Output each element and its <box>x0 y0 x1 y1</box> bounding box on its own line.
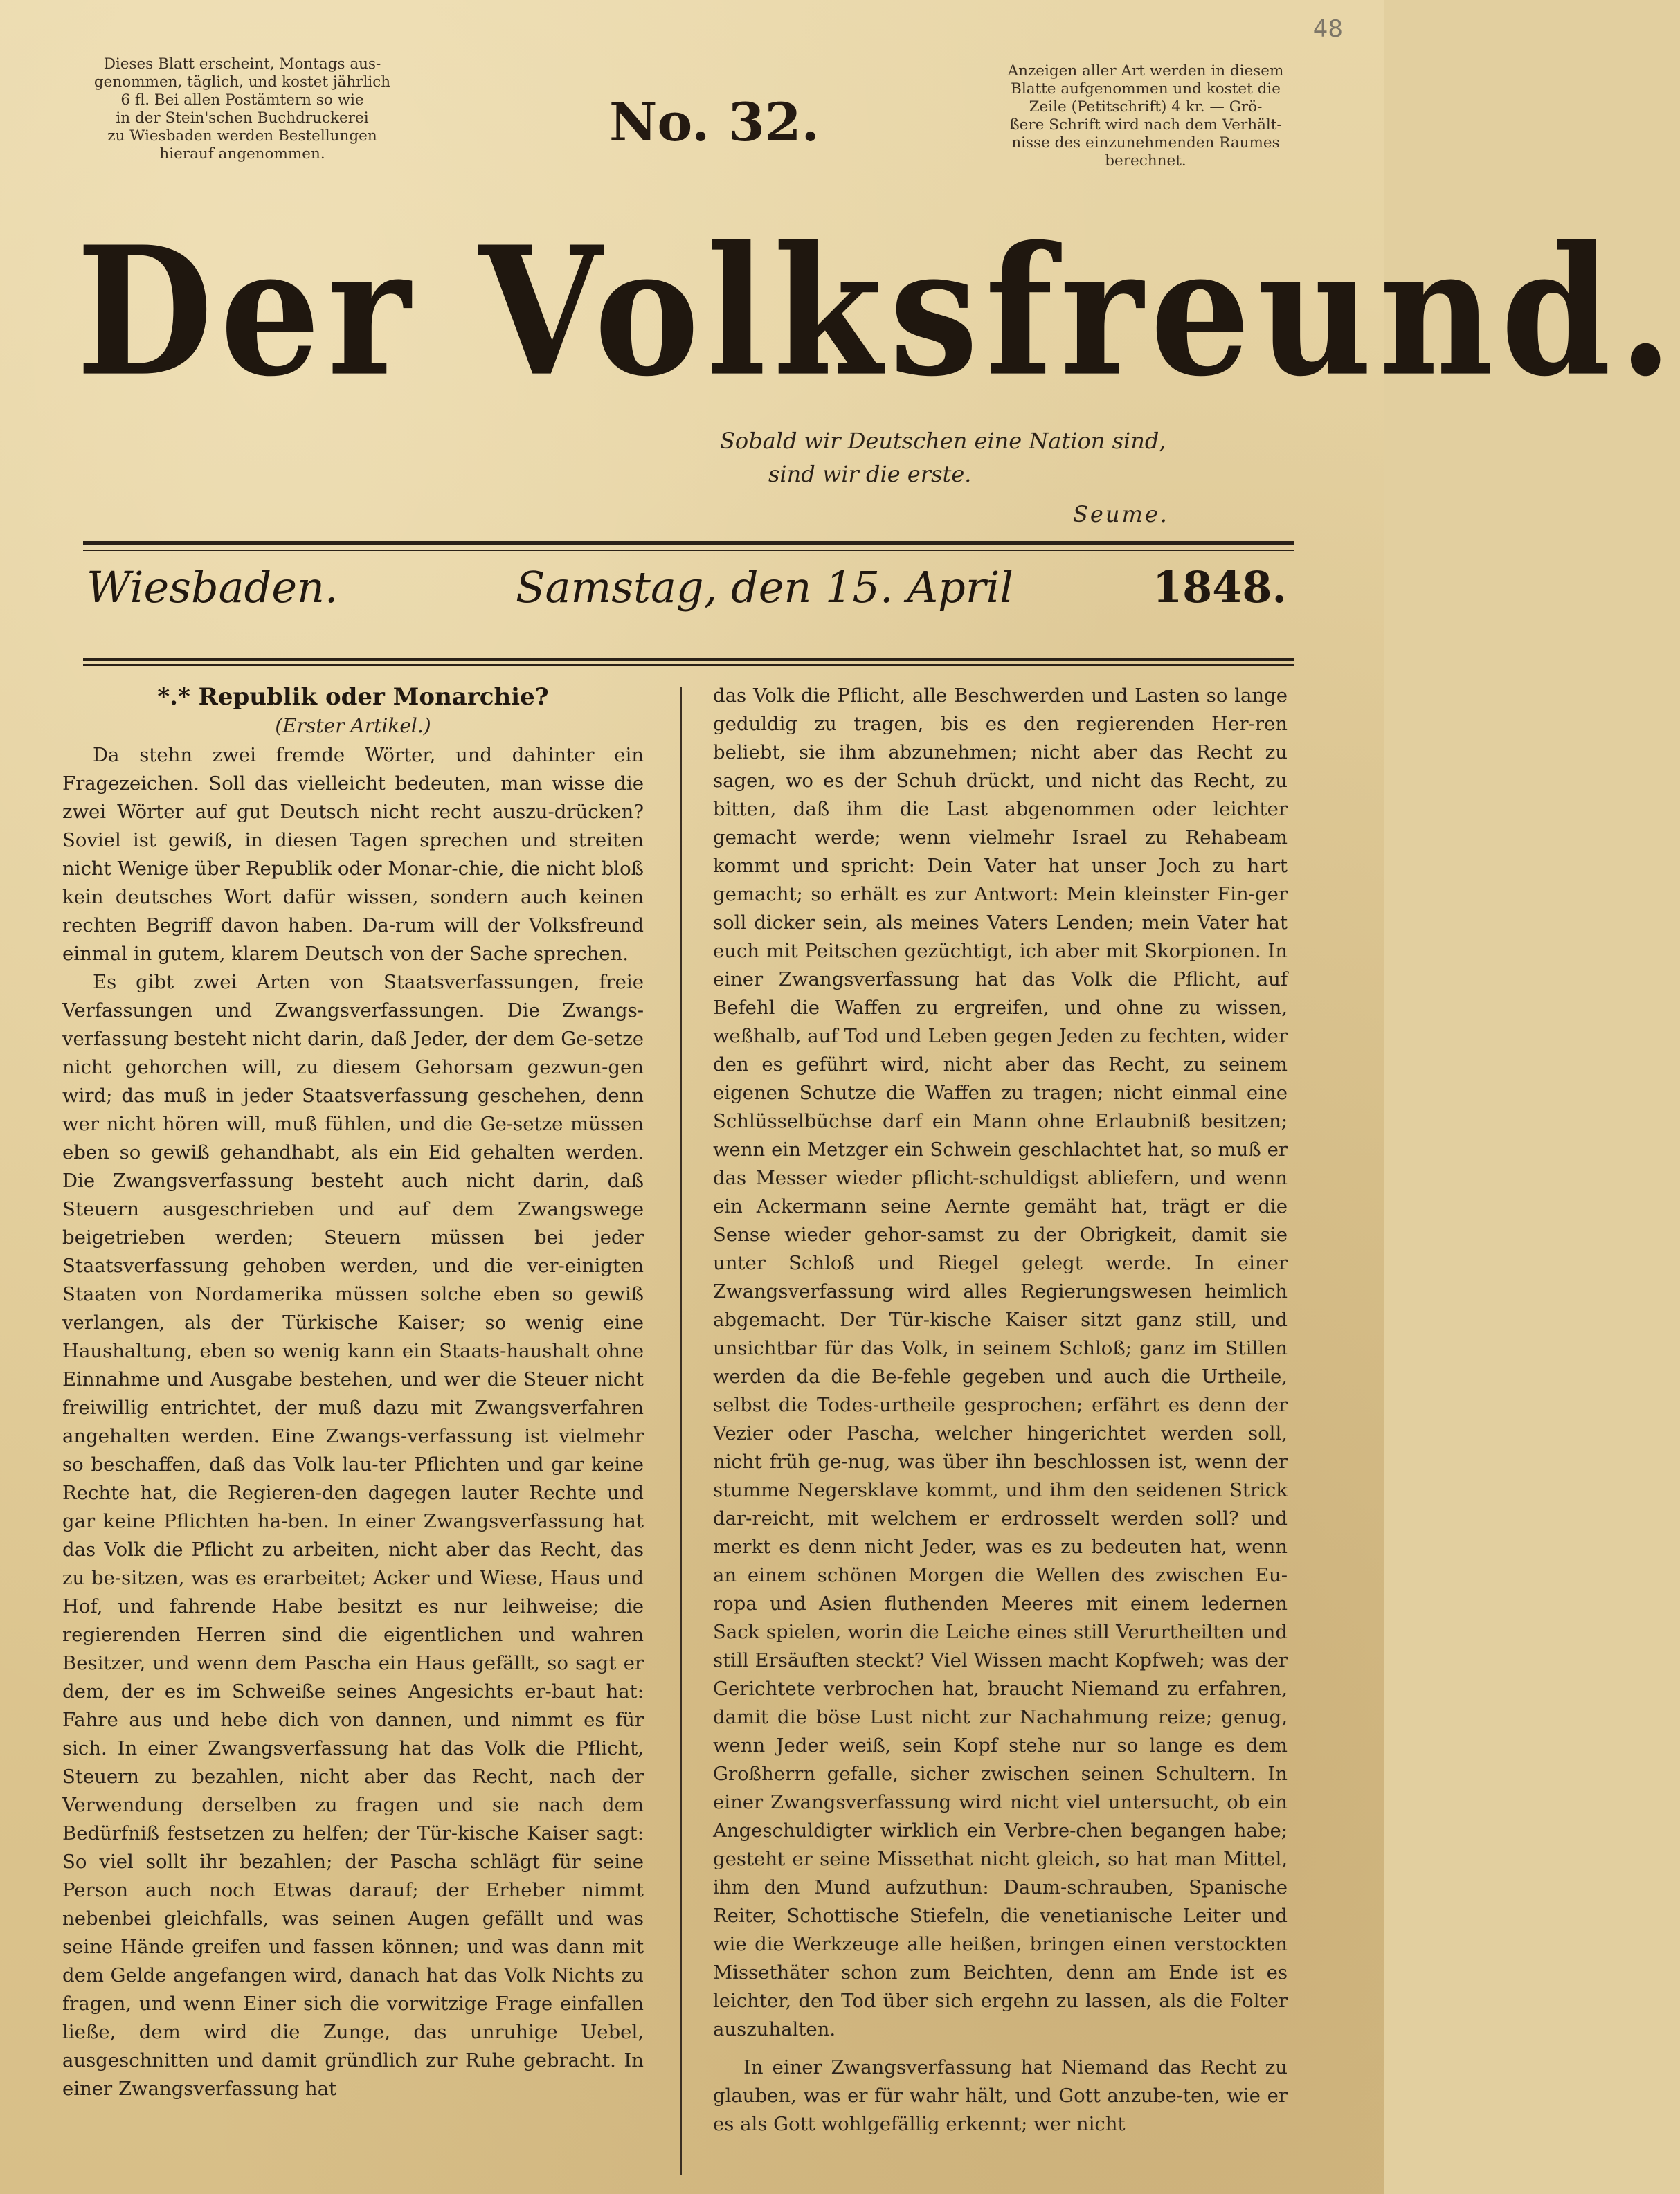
bottom-rule <box>83 658 1294 661</box>
article-column-right <box>713 682 1288 2139</box>
article-paragraph: Es gibt zwei Arten von Staatsverfassungen, freie Verfassungen und Zwangsverfassungen. Die Zwangs-verfassung besteht nicht darin, daß Jeder, der dem Ge-setze nicht gehorchen will, zu diesem Gehorsam gezwun-gen wird; das muß in jeder Staatsverfassung geschehen, denn wer nicht hören will, muß fühlen, und die Ge-setze müssen eben so gewiß gehandhabt, als ein Eid gehalten werden. Die Zwangsverfassung besteht auch nicht darin, daß Steuern ausgeschrieben und auf dem Zwangswege beigetrieben werden; Steuern müssen bei jeder Staatsverfassung gehoben werden, und die ver-einigten Staaten von Nordamerika müssen solche eben so gewiß verlangen, als der Türkische Kaiser; so wenig eine Haushaltung, eben so wenig kann ein Staats-haushalt ohne Einnahme und Ausgabe bestehen, und wer die Steuer nicht freiwillig entrichtet, der muß dazu mit Zwangsverfahren angehalten werden. Eine Zwangs-verfassung ist vielmehr so beschaffen, daß das Volk lau-ter Pflichten und gar keine Rechte hat, die Regieren-den dagegen lauter Rechte und gar keine Pflichten ha-ben. In einer Zwangsverfassung hat das Volk die Pflicht zu arbeiten, nicht aber das Recht, das zu be-sitzen, was es erarbeitet; Acker und Wiese, Haus und Hof, und fahrende Habe besitzt es nur leihweise; die regierenden Herren sind die eigentlichen und wahren Besitzer, und wenn dem Pascha ein Haus gefällt, so sagt er dem, der es im Schweiße seines Angesichts er-baut hat: Fahre aus und hebe dich von dannen, und nimmt es für sich. In einer Zwangsverfassung hat das Volk die Pflicht, Steuern zu bezahlen, nicht aber das Recht, nach der Verwendung derselben zu fragen und sie nach dem Bedürfniß festsetzen zu helfen; der Tür-kische Kaiser sagt: So viel sollt ihr bezahlen; der Pascha schlägt für seine Person auch noch Etwas darauf; der Erheber nimmt nebenbei gleichfalls, was seinen Augen gefällt und was seine Hände greifen und fassen können; und was dann mit dem Gelde angefangen wird, danach hat das Volk Nichts zu fragen, und wenn Einer sich die vorwitzige Frage einfallen ließe, dem wird die Zunge, das unruhige Uebel, ausgeschnitten und damit gründlich zur Ruhe gebracht. In einer Zwangsverfassung hat <box>62 971 644 2100</box>
article-paragraph: Da stehn zwei fremde Wörter, und dahinter ein Fragezeichen. Soll das vielleicht bedeuten, man wisse die zwei Wörter auf gut Deutsch nicht recht auszu-drücken? Soviel ist gewiß, in diesen Tagen sprechen und streiten nicht Wenige über Republik oder Monar-chie, die nicht bloß kein deutsches Wort dafür wissen, sondern auch keinen rechten Begriff davon haben. Da-rum will der Volksfreund einmal in gutem, klarem Deutsch von der Sache sprechen. <box>62 744 644 965</box>
article-subtitle: (Erster Artikel.) <box>275 714 431 737</box>
article-title: *.* Republik oder Monarchie? <box>157 683 549 711</box>
top-rule <box>83 541 1294 545</box>
bottom-rule-thin <box>83 664 1294 666</box>
subscription-notice: Dieses Blatt erscheint, Montags aus- genommen, täglich, und kostet jährlich 6 fl. Bei allen Postämtern so wie in der Stein'schen Buchdruckerei zu Wiesbaden werden Bestellungen hierauf angenommen. <box>93 55 391 163</box>
masthead-title: Der Volksfreund. <box>76 208 1680 416</box>
dateline-year: 1848. <box>1153 562 1288 613</box>
motto-line-1: Sobald wir Deutschen eine Nation sind, <box>720 428 1166 454</box>
issue-number: No. 32. <box>609 91 820 153</box>
column-divider <box>680 687 682 2175</box>
dateline-city: Wiesbaden. <box>87 562 338 613</box>
dateline-date: Samstag, den 15. April <box>516 562 1014 613</box>
article-column-left <box>62 682 644 2103</box>
pencil-page-number: 48 <box>1312 15 1343 43</box>
motto-author: Seume. <box>1073 501 1169 527</box>
advertisement-notice: Anzeigen aller Art werden in diesem Blatte aufgenommen und kostet die Zeile (Petitschrift) 4 kr. — Grö- ßere Schrift wird nach dem Verhält- nisse des einzunehmenden Raumes berechnet. <box>1007 62 1284 170</box>
motto-line-2: sind wir die erste. <box>768 461 972 487</box>
article-paragraph: das Volk die Pflicht, alle Beschwerden und Lasten so lange geduldig zu tragen, bis es den regierenden Her-ren beliebt, sie ihm abzunehmen; nicht aber das Recht zu sagen, wo es der Schuh drückt, und nicht das Recht, zu bitten, daß ihm die Last abgenommen oder leichter gemacht werde; wenn vielmehr Israel zu Rehabeam kommt und spricht: Dein Vater hat unser Joch zu hart gemacht; so erhält es zur Antwort: Mein kleinster Fin-ger soll dicker sein, als meines Vaters Lenden; mein Vater hat euch mit Peitschen gezüchtigt, ich aber mit Skorpionen. In einer Zwangsverfassung hat das Volk die Pflicht, auf Befehl die Waffen zu ergreifen, und ohne zu wissen, weßhalb, auf Tod und Leben gegen Jeden zu fechten, wider den es geführt wird, nicht aber das Recht, zu seinem eigenen Schutze die Waffen zu tragen; nicht einmal eine Schlüsselbüchse darf ein Mann ohne Erlaubniß besitzen; wenn ein Metzger ein Schwein geschlachtet hat, so muß er das Messer wieder pflicht-schuldigst abliefern, und wenn ein Ackermann seine Aernte gemäht hat, trägt er die Sense wieder gehor-samst zu der Obrigkeit, damit sie unter Schloß und Riegel gelegt werde. In einer Zwangsverfassung wird alles Regierungswesen heimlich abgemacht. Der Tür-kische Kaiser sitzt ganz still, und unsichtbar für das Volk, in seinem Schloß; ganz im Stillen werden da die Be-fehle gegeben und auch die Urtheile, selbst die Todes-urtheile gesprochen; erfährt es denn der Vezier oder Pascha, welcher hingerichtet werden soll, nicht früh ge-nug, was über ihn beschlossen ist, wenn der stumme Negersklave kommt, und ihm den seidenen Strick dar-reicht, mit welchem er erdrosselt werden soll? und merkt es denn nicht Jeder, was es zu bedeuten hat, wenn an einem schönen Morgen die Wellen des zwischen Eu-ropa und Asien fluthenden Meeres mit einem ledernen Sack spielen, worin die Leiche eines still Verurtheilten und still Ersäuften steckt? Viel Wissen macht Kopfweh; was der Gerichtete verbrochen hat, braucht Niemand zu erfahren, damit die böse Lust nicht zur Nachahmung reize; genug, wenn Jeder weiß, sein Kopf stehe nur so lange es dem Großherrn gefalle, sicher zwischen seinen Schultern. In einer Zwangsverfassung wird nicht viel untersucht, ob ein Angeschuldigter wirklich ein Verbre-chen begangen habe; gesteht er seine Missethat nicht gleich, so hat man Mittel, ihm den Mund aufzuthun: Daum-schrauben, Spanische Reiter, Schottische Stiefeln, die venetianische Leiter und wie die Werkzeuge alle heißen, bringen einen verstockten Missethäter schon zum Beichten, denn am Ende ist es leichter, den Tod über sich ergehn zu lassen, als die Folter auszuhalten. <box>713 685 1288 2040</box>
top-rule-thin <box>83 550 1294 551</box>
article-paragraph: In einer Zwangsverfassung hat Niemand das Recht zu glauben, was er für wahr hält, und Gott anzube-ten, wie er es als Gott wohlgefällig erkennt; wer nicht <box>713 2056 1288 2135</box>
